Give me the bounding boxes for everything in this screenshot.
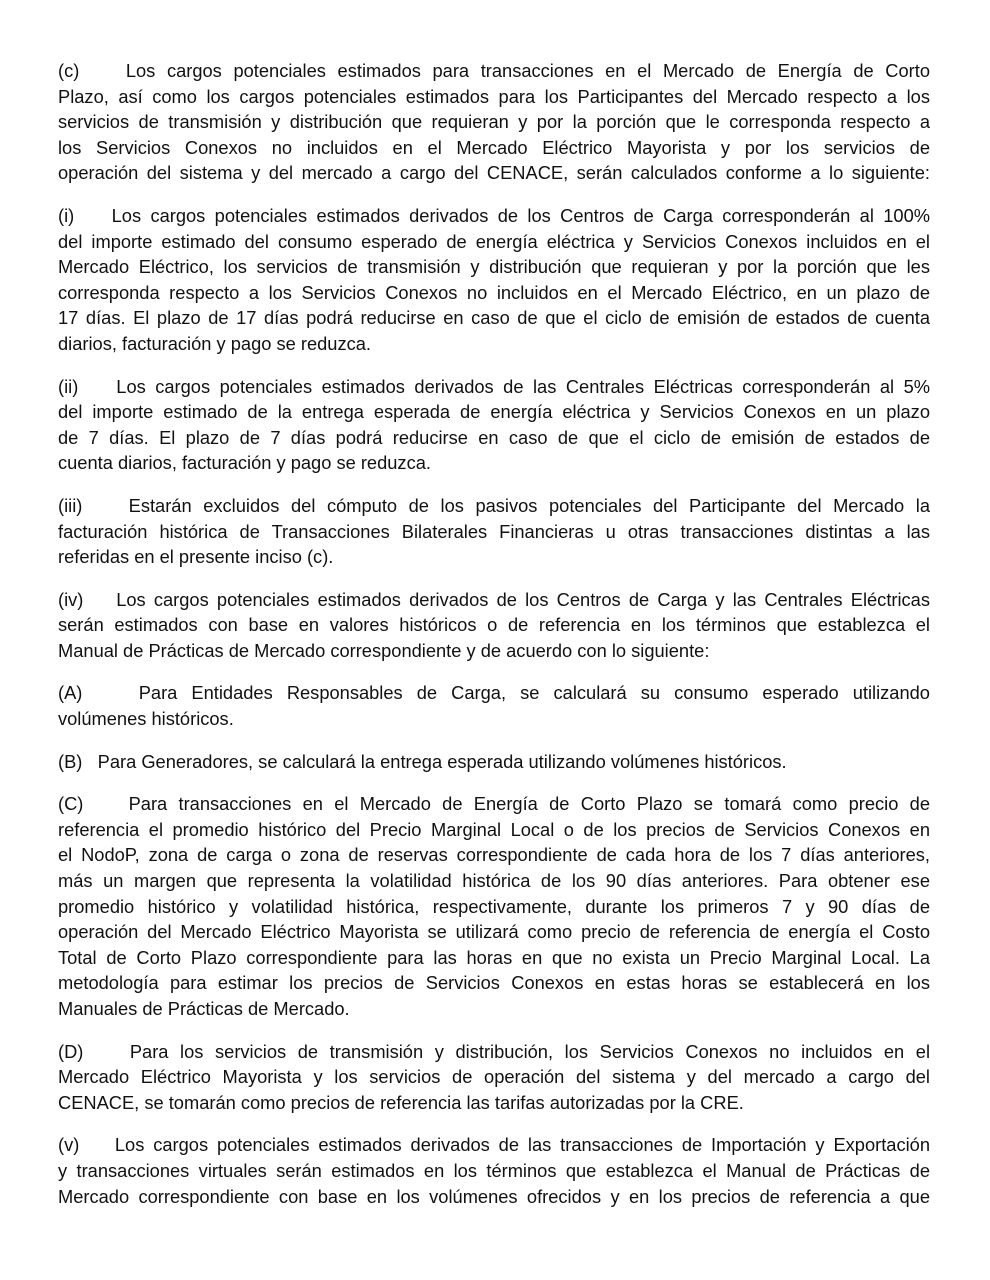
paragraph-line <box>58 450 930 476</box>
line-text: Manual de Prácticas de Mercado correspondiente y de acuerdo con lo siguiente: <box>58 639 710 661</box>
paragraph-line <box>58 425 930 451</box>
line-text: Manuales de Prácticas de Mercado. <box>58 998 350 1019</box>
line-text: Los cargos potenciales estimados para transacciones en el Mercado de Energía de Corto <box>125 60 930 81</box>
paragraph-line <box>58 84 930 110</box>
line-text: volúmenes históricos. <box>58 708 234 730</box>
line-text: diarios, facturación y pago se reduzca. <box>58 332 371 354</box>
paragraph-line <box>58 374 930 400</box>
line-text: el NodoP, zona de carga o zona de reservas correspondiente de cada hora de los 7 días anteriores, <box>58 844 930 866</box>
paragraph-line <box>58 587 930 613</box>
paragraph-label: (c) <box>58 60 80 81</box>
paragraph-line <box>58 399 930 425</box>
line-text: Para Entidades Responsables de Carga, se calculará su consumo esperado utilizando <box>138 682 930 704</box>
line-text: de 7 días. El plazo de 7 días podrá reducirse en caso de que el ciclo de emisión de estados de <box>58 426 930 448</box>
paragraph-label: (ii) <box>58 375 79 397</box>
paragraph-line <box>58 203 930 229</box>
paragraph <box>58 749 930 775</box>
paragraph-line <box>58 706 930 732</box>
line-text: Los cargos potenciales estimados derivados de los Centros de Carga corresponderán al 100% <box>111 204 930 226</box>
paragraph-line <box>58 229 930 255</box>
paragraph-line <box>58 1090 930 1116</box>
paragraph-line <box>58 519 930 545</box>
line-text: más un margen que representa la volatilidad histórica de los 90 días anteriores. Para obtener ese <box>58 870 930 892</box>
paragraph-line <box>58 331 930 357</box>
line-text: facturación histórica de Transacciones Bilaterales Financieras u otras transacciones distintas a las <box>58 520 930 542</box>
line-text: Estarán excluidos del cómputo de los pasivos potenciales del Participante del Mercado la <box>128 494 930 516</box>
paragraph <box>58 1039 930 1116</box>
line-text: promedio histórico y volatilidad histórica, respectivamente, durante los primeros 7 y 90 días de <box>58 895 930 917</box>
line-text: del importe estimado del consumo esperado de energía eléctrica y Servicios Conexos incluidos en el <box>58 230 930 252</box>
paragraph-line <box>58 1064 930 1090</box>
paragraph-line <box>58 638 930 664</box>
line-text: Los cargos potenciales estimados derivados de las Centrales Eléctricas corresponderán al 5% <box>116 375 930 397</box>
line-text: serán estimados con base en valores históricos o de referencia en los términos que establezca el <box>58 614 930 636</box>
paragraph-label: (iii) <box>58 494 83 516</box>
paragraph-line <box>58 919 930 945</box>
paragraph-line <box>58 1184 930 1210</box>
line-text: los Servicios Conexos no incluidos en el Mercado Eléctrico Mayorista y por los servicios de <box>58 136 930 158</box>
line-text: Para Generadores, se calculará la entrega esperada utilizando volúmenes históricos. <box>97 750 787 772</box>
paragraph-label: (i) <box>58 204 75 226</box>
paragraph <box>58 58 930 186</box>
paragraph-line <box>58 817 930 843</box>
paragraph-line <box>58 945 930 971</box>
line-text: del importe estimado de la entrega esperada de energía eléctrica y Servicios Conexos en un plazo <box>58 401 930 423</box>
paragraph-line <box>58 680 930 706</box>
paragraph-line <box>58 749 930 775</box>
paragraph-line <box>58 280 930 306</box>
line-text: Mercado Eléctrico Mayorista y los servicios de operación del sistema y del mercado a cargo del <box>58 1066 930 1088</box>
paragraph-label: (D) <box>58 1040 84 1062</box>
paragraph-line <box>58 305 930 331</box>
line-text: y transacciones virtuales serán estimados en los términos que establezca el Manual de Prácticas de <box>58 1159 930 1181</box>
paragraph <box>58 680 930 731</box>
paragraph-label: (A) <box>58 682 83 704</box>
line-text: cuenta diarios, facturación y pago se reduzca. <box>58 452 431 474</box>
paragraph-line <box>58 612 930 638</box>
line-text: Total de Corto Plazo correspondiente para las horas en que no exista un Precio Marginal Local. La <box>58 946 930 968</box>
line-text: servicios de transmisión y distribución que requieran y por la porción que le corresponda respecto a <box>58 111 930 133</box>
paragraph <box>58 587 930 664</box>
paragraph-label: (iv) <box>58 588 84 610</box>
paragraph-line <box>58 109 930 135</box>
paragraph-label: (v) <box>58 1134 80 1156</box>
paragraph <box>58 493 930 570</box>
line-text: corresponda respecto a los Servicios Conexos no incluidos en el Mercado Eléctrico, en un plazo de <box>58 281 930 303</box>
line-text: metodología para estimar los precios de Servicios Conexos en estas horas se establecerá en los <box>58 972 930 994</box>
line-text: operación del sistema y del mercado a cargo del CENACE, serán calculados conforme a lo siguiente: <box>58 162 930 184</box>
paragraph <box>58 1132 930 1209</box>
paragraph-line <box>58 493 930 519</box>
paragraph-line <box>58 160 930 186</box>
paragraph-line <box>58 970 930 996</box>
line-text: referencia el promedio histórico del Precio Marginal Local o de los precios de Servicios Conexos en <box>58 818 930 840</box>
paragraph-line <box>58 1039 930 1065</box>
paragraph-line <box>58 842 930 868</box>
paragraph-line <box>58 544 930 570</box>
line-text: Para los servicios de transmisión y distribución, los Servicios Conexos no incluidos en el <box>129 1040 930 1062</box>
paragraph-label: (C) <box>58 793 84 815</box>
paragraph-line <box>58 135 930 161</box>
line-text: Mercado correspondiente con base en los volúmenes ofrecidos y en los precios de referencia a que <box>58 1185 930 1207</box>
paragraph-line <box>58 1132 930 1158</box>
line-text: 17 días. El plazo de 17 días podrá reducirse en caso de que el ciclo de emisión de estados de cuenta <box>58 307 930 329</box>
line-text: referidas en el presente inciso (c). <box>58 546 334 568</box>
paragraph <box>58 791 930 1021</box>
line-text: operación del Mercado Eléctrico Mayorista se utilizará como precio de referencia de energía el Costo <box>58 921 930 943</box>
line-text: Para transacciones en el Mercado de Energía de Corto Plazo se tomará como precio de <box>128 793 930 815</box>
paragraph-line <box>58 1158 930 1184</box>
line-text: Plazo, así como los cargos potenciales estimados para los Participantes del Mercado respecto a los <box>58 85 930 107</box>
paragraph-line <box>58 996 930 1022</box>
document-page <box>58 58 930 1226</box>
line-text: Mercado Eléctrico, los servicios de transmisión y distribución que requieran y por la porción que les <box>58 256 930 278</box>
paragraph-label: (B) <box>58 750 83 772</box>
paragraph-line <box>58 254 930 280</box>
line-text: CENACE, se tomarán como precios de referencia las tarifas autorizadas por la CRE. <box>58 1091 744 1113</box>
paragraph-line <box>58 868 930 894</box>
line-text: Los cargos potenciales estimados derivados de los Centros de Carga y las Centrales Eléctricas <box>116 588 930 610</box>
paragraph-line <box>58 791 930 817</box>
paragraph-line <box>58 58 930 84</box>
paragraph-line <box>58 894 930 920</box>
line-text: Los cargos potenciales estimados derivados de las transacciones de Importación y Exportación <box>114 1134 930 1156</box>
paragraph <box>58 203 930 357</box>
paragraph <box>58 374 930 476</box>
